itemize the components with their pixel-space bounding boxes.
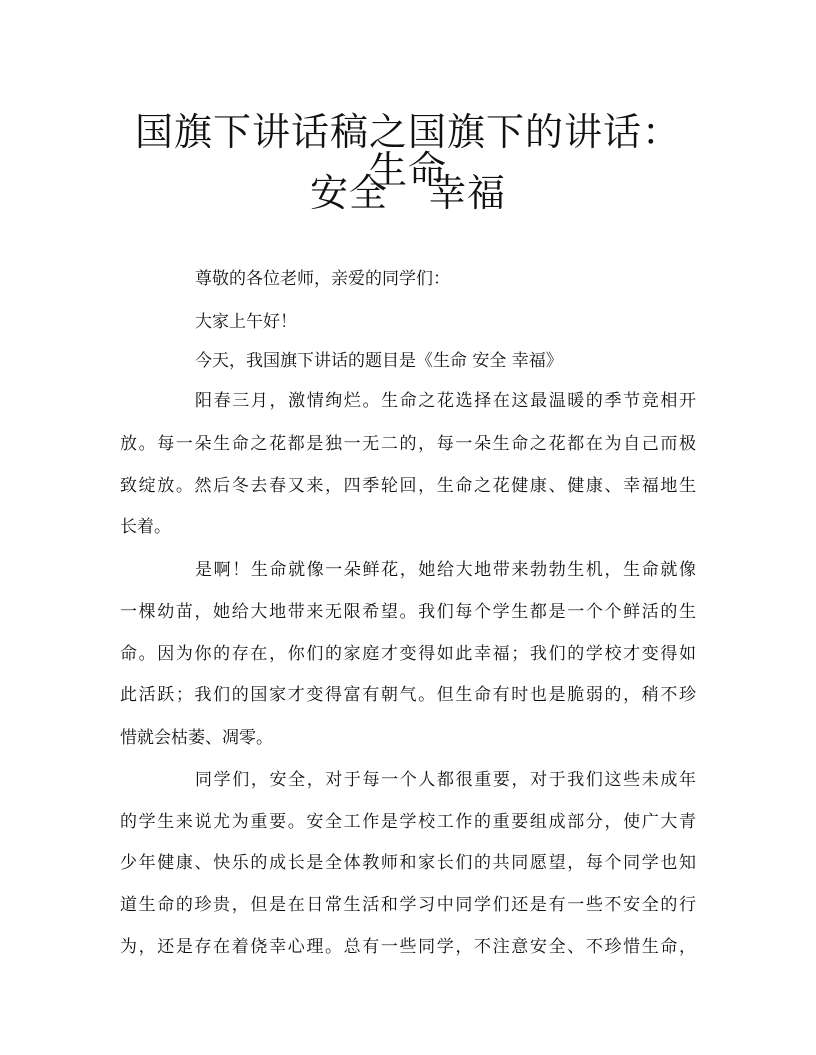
paragraph-3-line-2: 的学生来说尤为重要。安全工作是学校工作的重要组成部分，使广大青: [120, 812, 696, 832]
paragraph-3-line-1: 同学们，安全，对于每一个人都很重要，对于我们这些未成年: [195, 770, 696, 790]
title-word-happiness: 幸福: [428, 171, 507, 215]
paragraph-2-line-5: 惜就会枯萎、凋零。: [120, 728, 273, 748]
title-word-safety: 安全: [309, 171, 388, 215]
paragraph-3-line-4: 道生命的珍贵，但是在日常生活和学习中同学们还是有一些不安全的行: [120, 895, 696, 915]
paragraph-3-line-3: 少年健康、快乐的成长是全体教师和家长们的共同愿望，每个同学也知: [120, 853, 696, 873]
paragraph-3-line-5: 为，还是存在着侥幸心理。总有一些同学，不注意安全、不珍惜生命，: [120, 937, 696, 957]
document-title-line-1: 国旗下讲话稿之国旗下的讲话：生命: [134, 110, 681, 192]
topic-line: 今天，我国旗下讲话的题目是《生命 安全 幸福》: [195, 351, 563, 371]
paragraph-1-line-1: 阳春三月，激情绚烂。生命之花选择在这最温暖的季节竞相开: [195, 391, 696, 411]
paragraph-1-line-3: 致绽放。然后冬去春又来，四季轮回，生命之花健康、健康、幸福地生: [120, 476, 696, 496]
paragraph-2-line-3: 命。因为你的存在，你们的家庭才变得如此幸福；我们的学校才变得如: [120, 644, 696, 664]
paragraph-2-line-4: 此活跃；我们的国家才变得富有朝气。但生命有时也是脆弱的，稍不珍: [120, 685, 696, 705]
paragraph-2-line-1: 是啊！生命就像一朵鲜花，她给大地带来勃勃生机，生命就像: [195, 560, 696, 580]
paragraph-1-line-2: 放。每一朵生命之花都是独一无二的，每一朵生命之花都在为自己而极: [120, 434, 696, 454]
salutation-line: 尊敬的各位老师，亲爱的同学们：: [195, 269, 450, 289]
document-title-line-2: [120, 171, 696, 215]
greeting-line: 大家上午好！: [195, 312, 297, 332]
paragraph-1-line-4: 长着。: [120, 517, 171, 537]
paragraph-2-line-2: 一棵幼苗，她给大地带来无限希望。我们每个学生都是一个个鲜活的生: [120, 602, 696, 622]
